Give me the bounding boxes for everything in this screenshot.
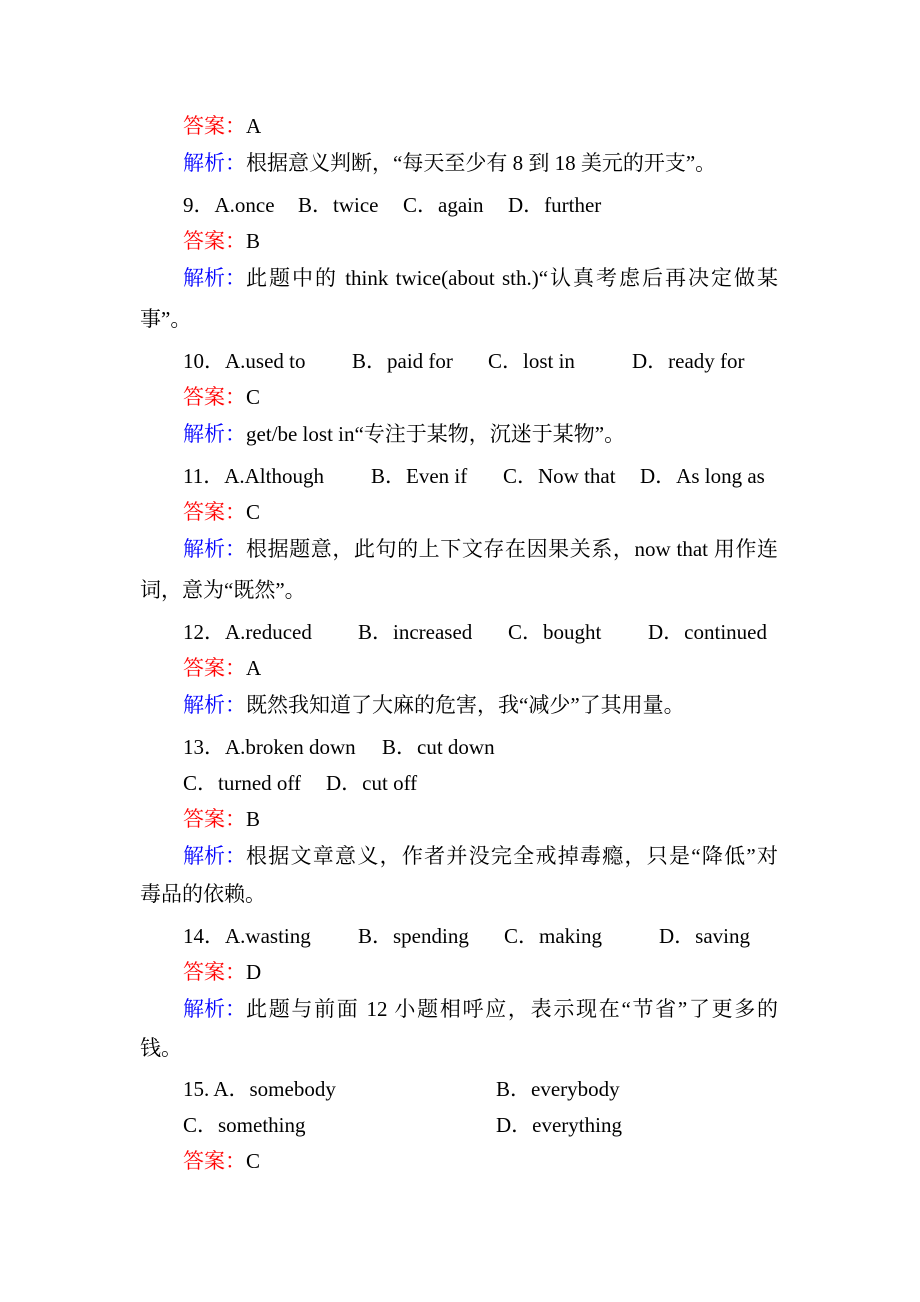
option-d: D．ready for — [632, 349, 745, 373]
answer-label: 答案： — [183, 807, 246, 831]
q11-explanation-cont: 词，意为“既然”。 — [140, 578, 306, 602]
q9-answer: 答案：B — [183, 229, 261, 253]
option-a: 10．A.used to — [183, 349, 306, 373]
option-c: C．again — [403, 193, 484, 217]
option-c: C．making — [504, 924, 602, 948]
option-d: D．As long as — [640, 464, 765, 488]
q14-explanation-cont: 钱。 — [140, 1036, 182, 1060]
option-c: C．something — [183, 1113, 306, 1137]
q11-answer: 答案：C — [183, 500, 261, 524]
option-d: D．further — [508, 193, 602, 217]
explanation-label: 解析： — [183, 997, 246, 1021]
option-a: 15. A．somebody — [183, 1077, 336, 1101]
answer-label: 答案： — [183, 385, 246, 409]
q13-explanation-cont: 毒品的依赖。 — [140, 882, 266, 906]
explanation-label: 解析： — [183, 422, 246, 446]
option-b: B．increased — [358, 620, 473, 644]
option-a: 12．A.reduced — [183, 620, 312, 644]
answer-label: 答案： — [183, 1149, 246, 1173]
q12-explanation: 解析：既然我知道了大麻的危害，我“减少”了其用量。 — [183, 693, 685, 717]
option-b: B．everybody — [496, 1077, 620, 1101]
q9-explanation: 解析： 此题中的 think twice(about sth.)“认真考虑后再决定做某 — [183, 266, 778, 290]
q13-answer: 答案：B — [183, 807, 261, 831]
option-b: B．twice — [298, 193, 379, 217]
option-d: D．continued — [648, 620, 767, 644]
q12-answer: 答案：A — [183, 656, 262, 680]
explanation-label: 解析： — [183, 844, 246, 868]
q15-answer: 答案：C — [183, 1149, 261, 1173]
answer-label: 答案： — [183, 114, 246, 138]
option-b: B．cut down — [382, 735, 495, 759]
explanation-label: 解析： — [183, 537, 246, 561]
option-a: 9．A.once — [183, 193, 275, 217]
explanation-label: 解析： — [183, 151, 246, 175]
q9-explanation-cont: 事”。 — [140, 307, 192, 331]
q13-explanation: 解析： 根据文章意义，作者并没完全戒掉毒瘾，只是“降低”对 — [183, 844, 778, 868]
q10-explanation: 解析：get/be lost in“专注于某物，沉迷于某物”。 — [183, 422, 626, 446]
q14-explanation: 解析： 此题与前面 12 小题相呼应，表示现在“节省”了更多的 — [183, 997, 778, 1021]
option-a: 14．A.wasting — [183, 924, 311, 948]
option-c: C．bought — [508, 620, 602, 644]
q10-answer: 答案：C — [183, 385, 261, 409]
option-c: C．Now that — [503, 464, 616, 488]
option-d: D．everything — [496, 1113, 622, 1137]
q8-answer: 答案：A — [183, 114, 262, 138]
q14-answer: 答案：D — [183, 960, 262, 984]
option-c: C．turned off — [183, 771, 302, 795]
option-c: C．lost in — [488, 349, 575, 373]
explanation-label: 解析： — [183, 693, 246, 717]
option-b: B．paid for — [352, 349, 453, 373]
option-b: B．Even if — [371, 464, 468, 488]
answer-label: 答案： — [183, 500, 246, 524]
option-d: D．cut off — [326, 771, 418, 795]
explanation-label: 解析： — [183, 266, 246, 290]
option-a: 13．A.broken down — [183, 735, 356, 759]
answer-label: 答案： — [183, 960, 246, 984]
answer-label: 答案： — [183, 656, 246, 680]
option-d: D．saving — [659, 924, 750, 948]
option-a: 11．A.Although — [183, 464, 324, 488]
q8-explanation: 解析：根据意义判断，“每天至少有 8 到 18 美元的开支”。 — [183, 151, 717, 175]
q11-explanation: 解析： 根据题意，此句的上下文存在因果关系，now that 用作连 — [183, 537, 778, 561]
answer-label: 答案： — [183, 229, 246, 253]
option-b: B．spending — [358, 924, 469, 948]
